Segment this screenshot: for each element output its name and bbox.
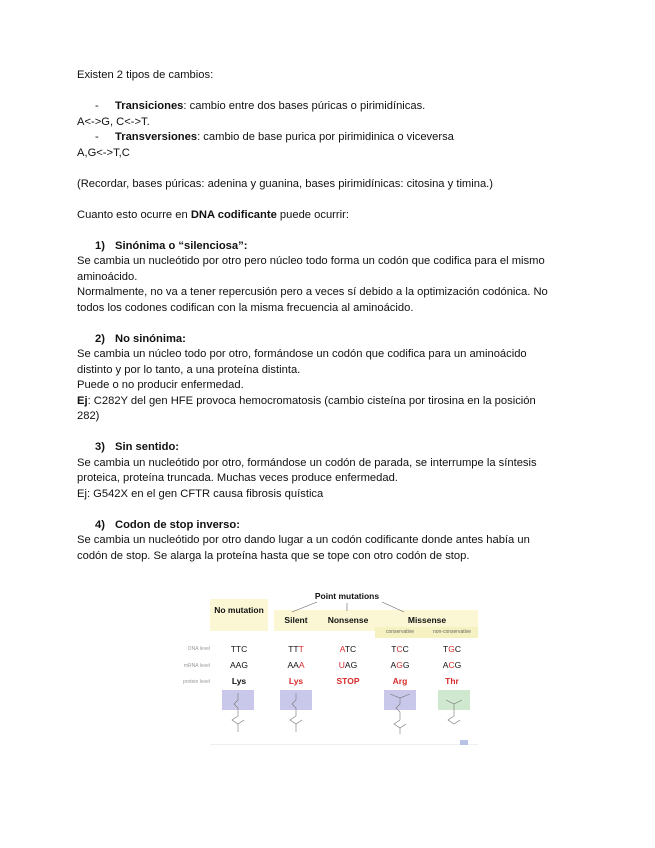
header-no-mutation: No mutation — [214, 605, 264, 615]
header-non-conservative: non-conservative — [432, 629, 472, 635]
document-body — [77, 68, 582, 564]
bullet-transversiones: - Transversiones: cambio de base purica por pirimidinica o viceversa — [95, 131, 454, 143]
s1-line: aminoácido. — [77, 270, 138, 283]
s2-line: distinto y por lo tanto, a una proteína distinta. — [77, 363, 301, 376]
transiciones-example: A<->G, C<->T. — [77, 115, 150, 128]
dna-silent: TTT — [288, 644, 304, 654]
heading-sinonima: 1) Sinónima o “silenciosa”: — [95, 239, 248, 252]
header-missense: Missense — [407, 615, 447, 625]
header-point-mutations: Point mutations — [314, 591, 380, 601]
header-silent: Silent — [284, 615, 308, 625]
protein-silent: Lys — [288, 676, 304, 686]
mrna-none: AAG — [230, 660, 248, 670]
mrna-silent: AAA — [287, 660, 305, 670]
heading-sin-sentido: 3) Sin sentido: — [95, 441, 180, 453]
s3-line: Ej: G542X en el gen CFTR causa fibrosis quística — [77, 487, 324, 500]
protein-conservative: Arg — [392, 676, 408, 686]
source-logo-icon — [460, 740, 468, 745]
header-conservative: conservative — [385, 629, 415, 635]
s3-line: proteica, proteína truncada. Muchas veces produce enfermedad. — [77, 472, 398, 484]
row-label-mrna: mRNA level — [183, 663, 210, 669]
dna-non-conservative: TGC — [443, 644, 461, 654]
s3-line: Se cambia un nucleótido por otro, formándose un codón de parada, se interrumpe la síntesis — [77, 456, 537, 469]
figure-bottom-rule — [210, 690, 478, 745]
codificante-line: Cuanto esto ocurre en DNA codificante puede ocurrir: — [77, 208, 349, 221]
mrna-nonsense: UAG — [338, 660, 358, 670]
s1-line: Normalmente, no va a tener repercusión pero a veces sí debido a la optimización codónica. No — [77, 286, 548, 298]
s2-example: Ej: C282Y del gen HFE provoca hemocromatosis (cambio cisteína por tirosina en la posición — [77, 394, 536, 407]
protein-none: Lys — [231, 676, 247, 686]
mrna-non-conservative: ACG — [442, 660, 462, 670]
s2-example-cont: 282) — [77, 410, 100, 422]
point-mutations-figure — [172, 590, 484, 750]
recordar-note: (Recordar, bases púricas: adenina y guanina, bases pirimidínicas: citosina y timina.) — [77, 177, 494, 190]
dna-none: TTC — [230, 644, 248, 654]
transversiones-example: A,G<->T,C — [77, 146, 130, 159]
dna-nonsense: ATC — [339, 644, 357, 654]
s1-line: Se cambia un nucleótido por otro pero núcleo todo forma un codón que codifica para el mismo — [77, 255, 545, 267]
bullet-transiciones: - Transiciones: cambio entre dos bases púricas o pirimidínicas. — [95, 100, 426, 112]
s4-line: Se cambia un nucleótido por otro dando lugar a un codón codificante donde antes había un — [77, 534, 530, 546]
row-label-protein: protein level — [183, 679, 210, 685]
mrna-conservative: AGG — [390, 660, 410, 670]
protein-nonsense: STOP — [336, 676, 360, 686]
heading-no-sinonima: 2) No sinónima: — [95, 332, 186, 345]
intro: Existen 2 tipos de cambios: — [77, 69, 214, 81]
s4-line: codón de stop. Se alarga la proteína hasta que se tope con otro codón de stop. — [77, 549, 470, 562]
heading-stop-inverso: 4) Codon de stop inverso: — [95, 518, 240, 531]
s2-line: Puede o no producir enfermedad. — [77, 379, 244, 391]
s1-line: todos los codones codifican con la misma frecuencia al aminoácido. — [77, 301, 414, 314]
protein-non-conservative: Thr — [445, 676, 459, 686]
header-nonsense: Nonsense — [327, 615, 369, 625]
dna-conservative: TCC — [391, 644, 409, 654]
s2-line: Se cambia un núcleo todo por otro, formándose un codón que codifica para un aminoácido — [77, 348, 527, 360]
row-label-dna: DNA level — [188, 646, 210, 652]
